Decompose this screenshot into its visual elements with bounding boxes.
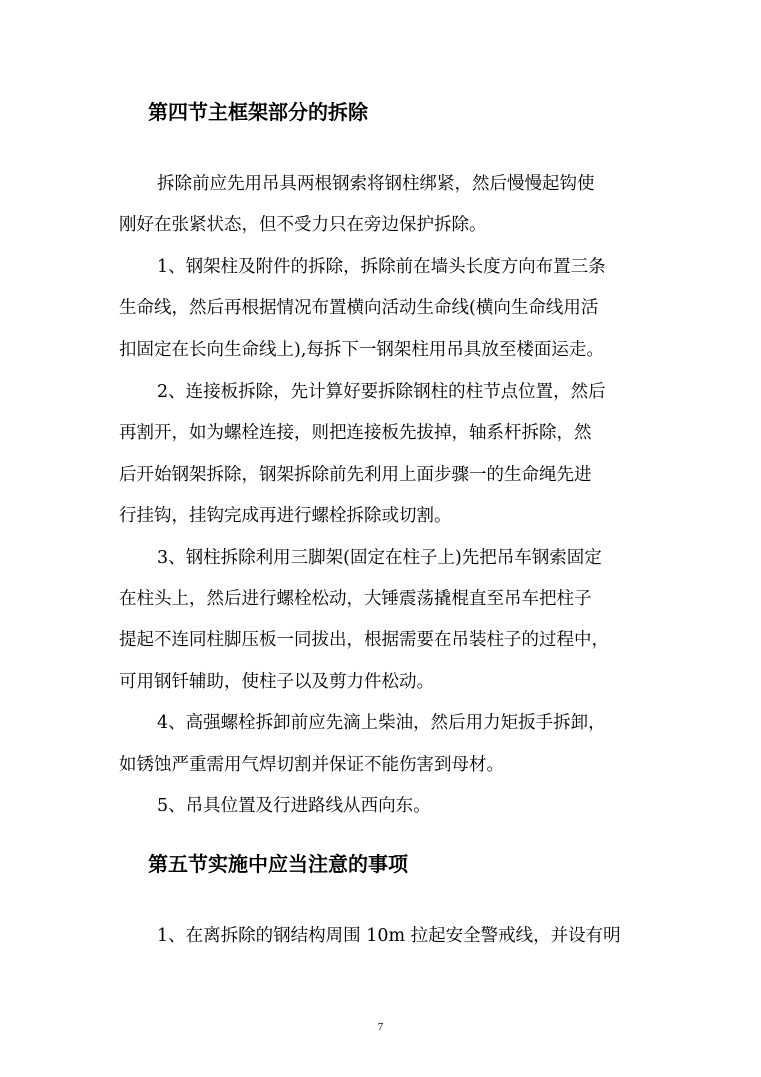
item-1-line-2: 生命线，然后再根据情况布置横向活动生命线(横向生命线用活 — [119, 298, 599, 318]
item-1-line-3: 扣固定在长向生命线上),每拆下一钢架柱用吊具放至楼面运走。 — [119, 340, 604, 360]
section-4-heading: 第四节主框架部分的拆除 — [148, 100, 368, 124]
item-2-line-1: 2、连接板拆除，先计算好要拆除钢柱的柱节点位置，然后 — [157, 382, 606, 402]
section-5-item-1-line-1: 1、在离拆除的钢结构周围 10m 拉起安全警戒线，并设有明 — [157, 926, 621, 946]
section-4-intro-line-2: 刚好在张紧状态，但不受力只在旁边保护拆除。 — [119, 215, 487, 235]
item-5-line-1: 5、吊具位置及行进路线从西向东。 — [157, 796, 431, 816]
item-4-line-2: 如锈蚀严重需用气焊切割并保证不能伤害到母材。 — [119, 755, 504, 775]
page-number: 7 — [377, 1021, 384, 1033]
item-2-line-3: 后开始钢架拆除，钢架拆除前先利用上面步骤一的生命绳先进 — [119, 465, 592, 485]
item-3-line-1: 3、钢柱拆除利用三脚架(固定在柱子上)先把吊车钢索固定 — [157, 548, 602, 568]
item-2-line-4: 行挂钩，挂钩完成再进行螺栓拆除或切割。 — [119, 506, 452, 526]
item-4-line-1: 4、高强螺栓拆卸前应先滴上柴油，然后用力矩扳手拆卸， — [157, 713, 606, 733]
item-3-line-3: 提起不连同柱脚压板一同拔出，根据需要在吊装柱子的过程中， — [119, 630, 609, 650]
section-4-intro-line-1: 拆除前应先用吊具两根钢索将钢柱绑紧，然后慢慢起钩使 — [157, 174, 595, 194]
item-1-line-1: 1、钢架柱及附件的拆除，拆除前在墙头长度方向布置三条 — [157, 257, 606, 277]
section-5-heading: 第五节实施中应当注意的事项 — [148, 852, 408, 876]
item-3-line-2: 在柱头上，然后进行螺栓松动，大锤震荡撬棍直至吊车把柱子 — [119, 589, 592, 609]
item-2-line-2: 再割开，如为螺栓连接，则把连接板先拔掉，轴系杆拆除，然 — [119, 423, 592, 443]
item-3-line-4: 可用钢钎辅助，使柱子以及剪力件松动。 — [119, 672, 434, 692]
